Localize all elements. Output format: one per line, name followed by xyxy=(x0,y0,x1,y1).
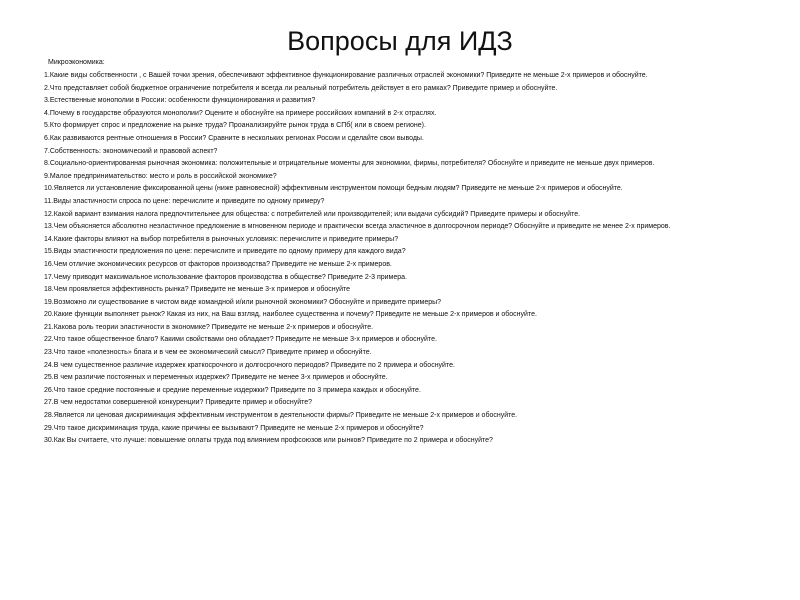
question-item xyxy=(44,235,766,245)
question-item xyxy=(44,184,766,194)
question-number: 6. xyxy=(44,134,50,142)
question-item xyxy=(44,134,766,144)
question-item xyxy=(44,348,766,358)
question-number: 25. xyxy=(44,374,54,382)
question-text: Какова роль теории эластичности в экономике? Приведите не меньше 2-х примеров и обоснуйте. xyxy=(53,323,374,331)
question-number: 11. xyxy=(44,197,54,205)
question-item xyxy=(44,273,766,283)
question-text: Виды эластичности предложения по цене: перечислите и приведите по одному примеру для каждого вида? xyxy=(53,248,406,256)
question-item xyxy=(44,96,766,106)
question-text: Собственность: экономический и правовой аспект? xyxy=(49,147,218,155)
question-text: Естественные монополии в России: особенности функционирования и развития? xyxy=(49,97,316,105)
question-item xyxy=(44,386,766,396)
question-text: Виды эластичности спроса по цене: перечислите и приведите по одному примеру? xyxy=(53,197,325,205)
question-item xyxy=(44,323,766,333)
question-number: 9. xyxy=(44,172,50,180)
question-text: Что такое общественное благо? Какими свойствами оно обладает? Приведите не меньше 3-х примеров и обоснуйте. xyxy=(53,336,437,344)
question-number: 10. xyxy=(44,185,54,193)
question-item xyxy=(44,247,766,257)
question-number: 4. xyxy=(44,109,50,117)
question-item xyxy=(44,172,766,182)
question-number: 24. xyxy=(44,361,54,369)
question-number: 16. xyxy=(44,260,54,268)
question-text: Какой вариант взимания налога предпочтительнее для общества: с потребителей или производителей; или выдачи субсидий? Приведите примеры и обоснуйте. xyxy=(53,210,581,218)
question-item xyxy=(44,285,766,295)
question-item xyxy=(44,159,766,169)
question-item xyxy=(44,411,766,421)
question-item xyxy=(44,121,766,131)
question-number: 17. xyxy=(44,273,54,281)
question-item xyxy=(44,310,766,320)
question-text: Чему приводит максимальное использование факторов производства в обществе? Приведите 2-3 примера. xyxy=(53,273,407,281)
question-text: Чем объясняется абсолютно неэластичное предложение в мгновенном периоде и практически всегда эластичное в долгосрочном периоде? Обоснуйте и приведите не менее 2-х примеров. xyxy=(53,223,671,231)
question-text: Чем отличие экономических ресурсов от факторов производства? Приведите не меньше 2-х примеров. xyxy=(53,260,392,268)
question-item xyxy=(44,210,766,220)
question-number: 19. xyxy=(44,298,54,306)
question-text: Почему в государстве образуются монополии? Оцените и обоснуйте на примере российских компаний в 2-х отраслях. xyxy=(49,109,437,117)
question-text: Как развиваются рентные отношения в России? Сравните в нескольких регионах России и сделайте свои выводы. xyxy=(49,134,424,142)
question-number: 21. xyxy=(44,323,54,331)
question-text: Социально-ориентированная рыночная экономика: положительные и отрицательные моменты для экономики, фирмы, потребителя? Обоснуйте и приведите не меньше двух примеров. xyxy=(49,160,655,168)
question-number: 20. xyxy=(44,311,54,319)
question-number: 8. xyxy=(44,160,50,168)
question-item xyxy=(44,197,766,207)
question-number: 28. xyxy=(44,412,54,420)
question-item xyxy=(44,147,766,157)
question-number: 2. xyxy=(44,84,50,92)
question-text: Что такое средние постоянные и средние переменные издержки? Приведите по 3 примера каждых и обоснуйте. xyxy=(53,386,421,394)
question-number: 30. xyxy=(44,437,54,445)
question-item xyxy=(44,298,766,308)
question-text: Что такое дискриминация труда, какие причины ее вызывают? Приведите не меньше 2-х примеров и обоснуйте? xyxy=(53,424,424,432)
question-item xyxy=(44,71,766,81)
question-text: Является ли ценовая дискриминация эффективным инструментом в деятельности фирмы? Приведите не меньше 2-х примеров и обоснуйте. xyxy=(53,412,518,420)
question-text: Какие факторы влияют на выбор потребителя в рыночных условиях: перечислите и приведите примеры? xyxy=(53,235,399,243)
question-item xyxy=(44,436,766,446)
page-title: Вопросы для ИДЗ xyxy=(287,26,513,56)
question-item xyxy=(44,361,766,371)
question-number: 14. xyxy=(44,235,54,243)
question-item xyxy=(44,335,766,345)
question-text: Что такое «полезность» блага и в чем ее экономический смысл? Приведите пример и обоснуйте. xyxy=(53,349,372,357)
question-text: Что представляет собой бюджетное ограничение потребителя и всегда ли реальный потребитель действует в его рамках? Приведите пример и обоснуйте. xyxy=(49,84,558,92)
question-text: В чем различие постоянных и переменных издержек? Приведите не менее 3-х примеров и обоснуйте. xyxy=(53,374,388,382)
question-item xyxy=(44,398,766,408)
question-number: 26. xyxy=(44,386,54,394)
question-text: Как Вы считаете, что лучше: повышение оплаты труда под влиянием профсоюзов или рынков? Приведите по 2 примера и обоснуйте? xyxy=(53,437,493,445)
question-number: 7. xyxy=(44,147,50,155)
question-number: 18. xyxy=(44,286,54,294)
question-item xyxy=(44,109,766,119)
question-list xyxy=(44,71,766,449)
question-text: Какие виды собственности , с Вашей точки зрения, обеспечивают эффективное функционирование различных отраслей экономики? Приведите не меньше 2-х примеров и обоснуйте. xyxy=(49,72,648,79)
question-number: 5. xyxy=(44,122,50,130)
question-number: 15. xyxy=(44,248,54,256)
question-number: 3. xyxy=(44,97,50,105)
question-text: Является ли установление фиксированной цены (ниже равновесной) эффективным инструментом помощи бедным людям? Приведите не меньше 2-х примеров и обоснуйте. xyxy=(53,185,623,193)
question-text: В чем недостатки совершенной конкуренции? Приведите пример и обоснуйте? xyxy=(53,399,313,407)
question-item xyxy=(44,222,766,232)
question-text: В чем существенное различие издержек краткосрочного и долгосрочного периодов? Приведите по 2 примера и обоснуйте. xyxy=(53,361,455,369)
question-text: Возможно ли существование в чистом виде командной и/или рыночной экономики? Обоснуйте и приведите примеры? xyxy=(53,298,442,306)
question-number: 12. xyxy=(44,210,54,218)
question-item xyxy=(44,424,766,434)
question-number: 1. xyxy=(44,72,50,79)
question-text: Чем проявляется эффективность рынка? Приведите не меньше 3-х примеров и обоснуйте xyxy=(53,286,351,294)
question-number: 29. xyxy=(44,424,54,432)
question-number: 23. xyxy=(44,349,54,357)
question-text: Кто формирует спрос и предложение на рынке труда? Проанализируйте рынок труда в СПб( или в своем регионе). xyxy=(49,122,426,130)
question-number: 22. xyxy=(44,336,54,344)
section-subtitle: Микроэкономика: xyxy=(48,59,105,66)
question-item xyxy=(44,373,766,383)
question-number: 13. xyxy=(44,223,54,231)
question-item xyxy=(44,260,766,270)
question-text: Какие функции выполняет рынок? Какая из них, на Ваш взгляд, наиболее существенна и почему? Приведите не меньше 2-х примеров и обоснуйте. xyxy=(53,311,537,319)
question-number: 27. xyxy=(44,399,54,407)
question-item xyxy=(44,84,766,94)
question-text: Малое предпринимательство: место и роль в российской экономике? xyxy=(49,172,277,180)
